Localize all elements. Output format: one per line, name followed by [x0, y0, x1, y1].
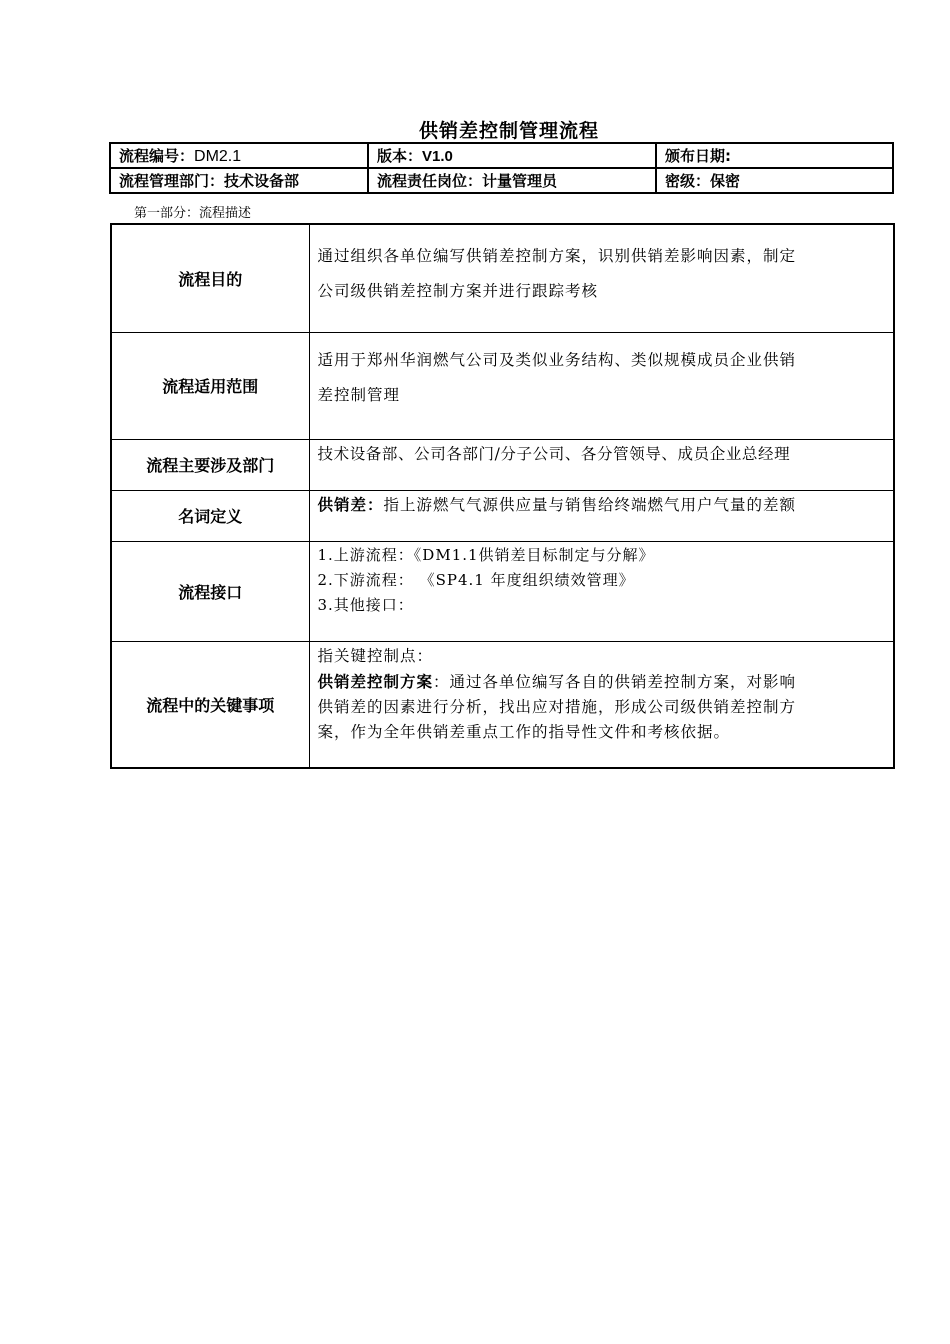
process-number-label: 流程编号： [119, 147, 195, 165]
content-line: 技术设备部、公司各部门/分子公司、各分管领导、成员企业总经理 [317, 444, 791, 463]
dept-label: 流程管理部门： [119, 172, 225, 190]
content-line: 适用于郑州华润燃气公司及类似业务结构、类似规模成员企业供销 [317, 350, 797, 369]
row-content [309, 224, 894, 332]
meta-row-2 [110, 168, 893, 193]
key-term: 供销差控制方案 [317, 671, 434, 691]
release-date-label: 颁布日期: [665, 147, 731, 165]
content-line: 1.上游流程：《DM1.1供销差目标制定与分解》 [317, 545, 655, 564]
row-label: 流程适用范围 [111, 332, 309, 439]
row-label: 流程中的关键事项 [111, 641, 309, 768]
row-interfaces [111, 541, 894, 641]
row-scope [111, 332, 894, 439]
content-line: 3.其他接口： [317, 595, 414, 614]
secret-label: 密级： [665, 172, 711, 190]
version-cell [368, 143, 656, 168]
content-line: 公司级供销差控制方案并进行跟踪考核 [317, 282, 599, 300]
document-title: 供销差控制管理流程 [418, 120, 599, 142]
row-key-items [111, 641, 894, 768]
content-line [318, 669, 886, 695]
process-description-table [110, 223, 895, 769]
term-label: 供销差： [317, 494, 384, 514]
dept-cell [110, 168, 368, 193]
content-line: 通过组织各单位编写供销差控制方案，识别供销差影响因素，制定 [317, 247, 797, 265]
term-definition: 指上游燃气气源供应量与销售给终端燃气用户气量的差额 [383, 495, 797, 514]
owner-value: 计量管理员 [482, 172, 558, 190]
row-label: 流程接口 [111, 541, 309, 641]
row-departments [111, 439, 894, 490]
process-number-cell [110, 143, 368, 168]
content-line: 差控制管理 [317, 385, 401, 404]
meta-table [109, 142, 894, 194]
secret-value: 保密 [710, 172, 741, 190]
content-line: 供销差的因素进行分析，找出应对措施，形成公司级供销差控制方 [317, 697, 797, 716]
row-content [309, 490, 894, 541]
section-heading: 第一部分：流程描述 [134, 206, 252, 221]
key-term-text: ：通过各单位编写各自的供销差控制方案，对影响 [433, 672, 797, 691]
content-line: 指关键控制点： [317, 646, 434, 665]
version-value: V1.0 [422, 148, 453, 165]
release-date-cell [656, 143, 893, 168]
content-line: 2.下游流程： 《SP4.1 年度组织绩效管理》 [317, 570, 635, 589]
content-line: 案，作为全年供销差重点工作的指导性文件和考核依据。 [317, 722, 731, 741]
row-purpose [111, 224, 894, 332]
row-content [309, 439, 894, 490]
row-label: 流程主要涉及部门 [111, 439, 309, 490]
row-content [309, 332, 894, 439]
row-label: 名词定义 [111, 490, 309, 541]
version-label: 版本： [377, 147, 423, 165]
secret-cell [656, 168, 893, 193]
row-content [309, 641, 894, 768]
meta-row-1 [110, 143, 893, 168]
row-content [309, 541, 894, 641]
row-definitions [111, 490, 894, 541]
dept-value: 技术设备部 [224, 172, 300, 190]
row-label: 流程目的 [111, 224, 309, 332]
process-number-value: DM2.1 [194, 148, 242, 165]
owner-cell [368, 168, 656, 193]
owner-label: 流程责任岗位： [377, 172, 483, 190]
content-line [318, 493, 886, 517]
